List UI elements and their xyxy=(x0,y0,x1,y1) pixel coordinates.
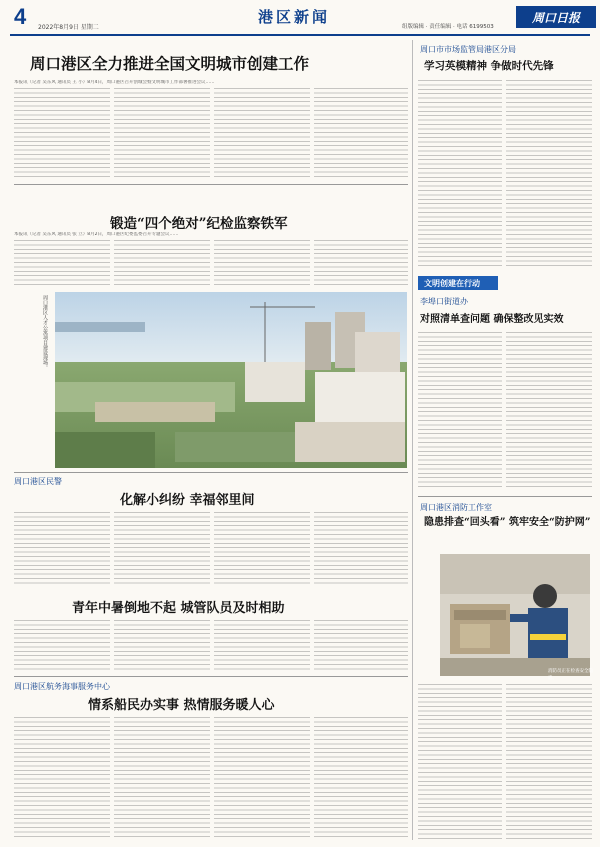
firefighter-photo-caption: 消防员正在检查安全隐患。 xyxy=(548,669,593,681)
police-section-label: 周口港区民警 xyxy=(14,477,62,486)
article2-text-col4 xyxy=(314,240,408,286)
top-rule xyxy=(10,34,590,36)
firefighter-photo xyxy=(440,554,590,676)
heat-text-col3 xyxy=(214,620,310,672)
right-text-2a xyxy=(418,332,502,488)
right-headline-1: 学习英模精神 争做时代先锋 xyxy=(424,60,554,72)
article1-text-col3 xyxy=(214,88,310,180)
police-headline: 化解小纠纷 幸福邻里间 xyxy=(120,493,255,508)
right-headline-2: 对照清单查问题 确保整改见实效 xyxy=(420,314,564,325)
article1-text-col1 xyxy=(14,88,110,180)
masthead xyxy=(0,0,600,36)
editors-line: 组版编辑 · 责任编辑 · 电话 6199503 xyxy=(402,24,494,30)
photo-caption: 周口港区人才公寓项目建设现场。 xyxy=(42,295,48,370)
article1-text-col4 xyxy=(314,88,408,180)
article2-headline: 锻造“四个绝对”纪检监察铁军 xyxy=(110,216,288,232)
article1-text-col2 xyxy=(114,88,210,180)
right-kicker-3: 周口港区消防工作室 xyxy=(420,503,492,512)
divider xyxy=(14,184,408,185)
construction-photo xyxy=(55,292,407,468)
article2-text-col3 xyxy=(214,240,310,286)
right-text-1b xyxy=(506,80,592,266)
heat-text-col2 xyxy=(114,620,210,672)
right-text-2b xyxy=(506,332,592,488)
right-text-1a xyxy=(418,80,502,266)
heat-text-col1 xyxy=(14,620,110,672)
article2-text-col2 xyxy=(114,240,210,286)
right-headline-3: 隐患排查“回头看” 筑牢安全“防护网” xyxy=(424,517,591,528)
article2-lead: 本报讯（记者 吴东风 通讯员 张 立）8月2日，周口港区纪委监委召开专题会议…… xyxy=(14,232,179,237)
column-divider xyxy=(412,40,413,840)
right-text-3b xyxy=(506,684,592,840)
firefighter-photo-graphic xyxy=(440,554,590,676)
article1-lead: 本报讯（记者 吴东风 通讯员 王 小）8月4日，周口港区召开创城会暨文明城市工作部署推进会议…… xyxy=(14,80,215,85)
divider xyxy=(14,472,408,473)
date-line: 2022年8月9日 星期二 xyxy=(38,24,99,31)
civic-banner: 文明创建在行动 xyxy=(418,276,498,290)
maritime-text-col1 xyxy=(14,717,110,839)
divider xyxy=(14,676,408,677)
page-number: 4 xyxy=(14,4,27,29)
heat-text-col4 xyxy=(314,620,408,672)
divider xyxy=(418,496,592,497)
police-text-col4 xyxy=(314,512,408,586)
maritime-text-col4 xyxy=(314,717,408,839)
right-kicker-2: 李埠口街道办 xyxy=(420,297,468,306)
maritime-text-col2 xyxy=(114,717,210,839)
article2-text-col1 xyxy=(14,240,110,286)
section-title: 港区新闻 xyxy=(258,8,331,26)
police-text-col3 xyxy=(214,512,310,586)
construction-photo-graphic xyxy=(55,292,407,468)
right-text-3a xyxy=(418,684,502,840)
maritime-section-label: 周口港区航务海事服务中心 xyxy=(14,682,110,691)
police-text-col2 xyxy=(114,512,210,586)
maritime-headline: 情系船民办实事 热情服务暖人心 xyxy=(88,698,275,713)
article1-headline: 周口港区全力推进全国文明城市创建工作 xyxy=(30,54,310,73)
police-text-col1 xyxy=(14,512,110,586)
newspaper-logo: 周口日报 xyxy=(516,6,596,28)
heat-article-headline: 青年中暑倒地不起 城管队员及时相助 xyxy=(72,601,285,616)
right-kicker-1: 周口市市场监管局港区分局 xyxy=(420,45,516,54)
maritime-text-col3 xyxy=(214,717,310,839)
